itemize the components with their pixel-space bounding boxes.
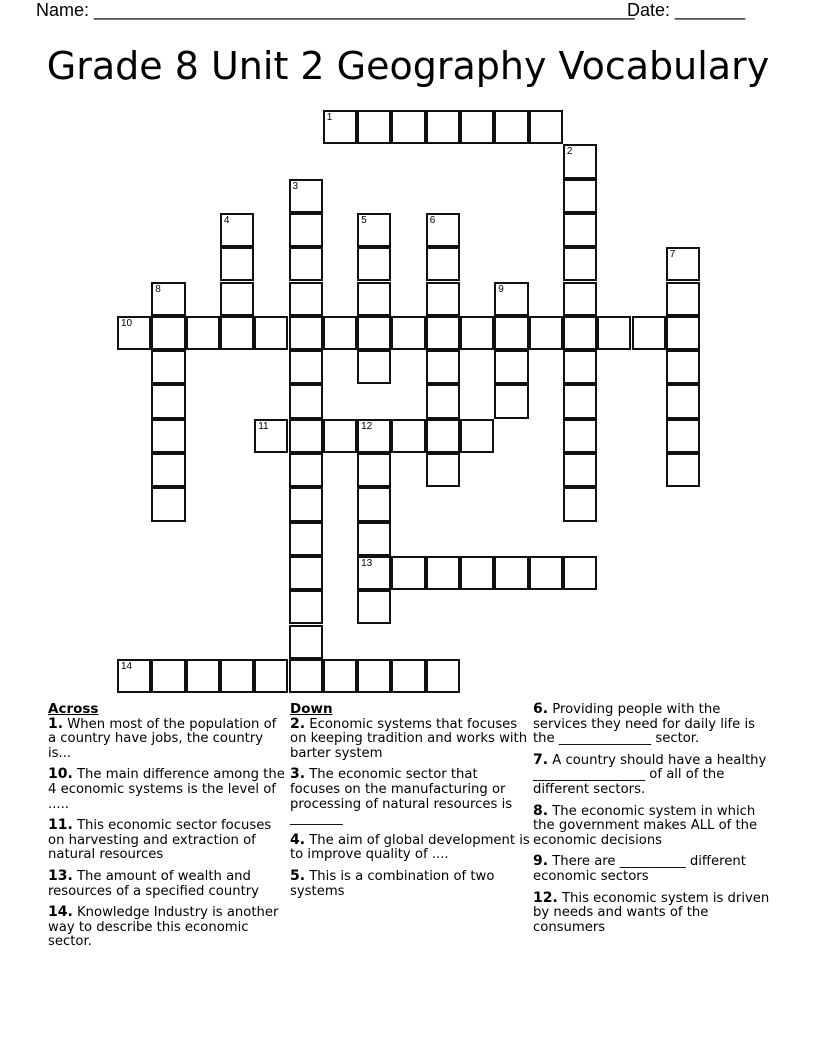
grid-cell[interactable] [494,384,528,418]
grid-cell[interactable] [289,625,323,659]
grid-cell[interactable] [151,487,185,521]
grid-cell[interactable] [220,282,254,316]
clue-number: 8 [155,283,161,295]
grid-cell[interactable] [357,350,391,384]
across-heading: Across [48,701,99,717]
grid-cell[interactable] [460,110,494,144]
grid-cell[interactable] [597,316,631,350]
grid-cell[interactable] [186,659,220,693]
grid-cell[interactable] [494,110,528,144]
clue-down [533,753,773,798]
grid-cell[interactable] [563,556,597,590]
clue-number: 11 [258,420,269,432]
clue-across [48,869,288,899]
grid-cell[interactable] [357,590,391,624]
grid-cell[interactable] [289,487,323,521]
grid-cell[interactable] [357,659,391,693]
grid-cell[interactable] [563,453,597,487]
grid-cell[interactable] [391,659,425,693]
grid-cell[interactable] [563,213,597,247]
clue-number: 10 [121,317,133,329]
grid-cell[interactable] [186,316,220,350]
grid-cell[interactable] [563,350,597,384]
grid-cell[interactable] [426,110,460,144]
clue-down [290,833,530,863]
clue-number: 6 [429,214,436,226]
clue-down [533,891,773,936]
grid-cell[interactable] [666,384,700,418]
grid-cell[interactable] [426,384,460,418]
grid-cell[interactable] [426,453,460,487]
clue-number: 13. [48,867,73,884]
grid-cell[interactable] [289,384,323,418]
grid-cell[interactable] [426,659,460,693]
grid-cell[interactable] [563,419,597,453]
grid-cell[interactable] [357,110,391,144]
clue-number: 5 [361,214,367,226]
grid-cell[interactable] [494,282,528,316]
grid-cell[interactable] [151,453,185,487]
grid-cell[interactable] [666,282,700,316]
grid-cell[interactable] [529,556,563,590]
clue-text: There are __________ different economic sectors [533,854,746,884]
clue-text: The economic sector that focuses on the manufacturing or processing of natural resources is ________ [290,767,513,827]
grid-cell[interactable] [117,316,151,350]
clue-text: The aim of global development is to improve quality of .... [290,832,530,863]
clue-across [48,818,288,863]
clue-down [290,767,530,826]
grid-cell[interactable] [666,453,700,487]
grid-cell[interactable] [323,316,357,350]
clue-text: This is a combination of two systems [290,868,495,899]
clue-number: 9. [533,853,549,870]
clue-number: 10. [48,766,73,783]
clue-number: 14. [48,904,73,921]
grid-cell[interactable] [357,419,391,453]
clue-text: This economic sector focuses on harvesting and extraction of natural resources [48,818,272,863]
clue-text: This economic system is driven by needs and wants of the consumers [533,890,770,935]
grid-cell[interactable] [426,247,460,281]
grid-cell[interactable] [289,419,323,453]
grid-cell[interactable] [289,213,323,247]
clue-down [533,804,773,849]
grid-cell[interactable] [426,282,460,316]
grid-cell[interactable] [563,247,597,281]
grid-cell[interactable] [220,659,254,693]
grid-cell[interactable] [151,350,185,384]
grid-cell[interactable] [563,144,597,178]
clue-across [48,767,288,812]
grid-cell[interactable] [323,659,357,693]
grid-cell[interactable] [151,282,185,316]
grid-cell[interactable] [289,522,323,556]
grid-cell[interactable] [357,487,391,521]
clue-number: 8. [533,802,549,819]
clue-down [290,869,530,899]
grid-cell[interactable] [494,350,528,384]
grid-cell[interactable] [289,316,323,350]
grid-cell[interactable] [117,659,151,693]
grid-cell[interactable] [254,419,288,453]
grid-cell[interactable] [357,453,391,487]
grid-cell[interactable] [289,659,323,693]
clue-text: A country should have a healthy _________________ of all of the different sectors. [533,752,767,797]
grid-cell[interactable] [289,556,323,590]
clue-number: 14 [121,660,133,672]
down-clues [290,702,530,905]
grid-cell[interactable] [357,247,391,281]
clue-number: 7 [669,249,676,261]
grid-cell[interactable] [563,316,597,350]
grid-cell[interactable] [529,316,563,350]
grid-cell[interactable] [357,316,391,350]
grid-cell[interactable] [289,179,323,213]
grid-cell[interactable] [289,247,323,281]
clue-number: 2. [290,715,306,732]
clue-across [48,905,288,950]
grid-cell[interactable] [666,247,700,281]
grid-cell[interactable] [460,316,494,350]
name-field-label: Name: ______________________________________________________ [36,0,635,20]
grid-cell[interactable] [460,556,494,590]
grid-cell[interactable] [357,522,391,556]
clue-number: 12 [361,420,373,432]
grid-cell[interactable] [254,316,288,350]
clue-across [48,717,288,762]
clue-number: 7. [533,751,549,768]
grid-cell[interactable] [254,659,288,693]
grid-cell[interactable] [391,419,425,453]
clue-number: 3. [290,766,306,783]
grid-cell[interactable] [323,110,357,144]
clue-text: The amount of wealth and resources of a specified country [48,868,259,899]
clue-number: 11. [48,817,73,834]
clue-number: 6. [533,701,549,717]
clue-down [290,717,530,762]
clue-number: 1. [48,715,64,732]
grid-cell[interactable] [563,179,597,213]
clue-number: 5. [290,867,306,884]
clue-text: When most of the population of a country have jobs, the country is... [48,716,277,761]
grid-cell[interactable] [289,590,323,624]
clue-down [533,854,773,884]
grid-cell[interactable] [494,316,528,350]
grid-cell[interactable] [632,316,666,350]
grid-cell[interactable] [426,419,460,453]
grid-cell[interactable] [357,213,391,247]
clue-down [533,702,773,747]
grid-cell[interactable] [289,282,323,316]
grid-cell[interactable] [391,556,425,590]
across-clues [48,702,288,956]
grid-cell[interactable] [426,350,460,384]
grid-cell[interactable] [460,419,494,453]
grid-cell[interactable] [357,556,391,590]
clue-number: 4. [290,831,306,848]
grid-cell[interactable] [426,213,460,247]
date-field-label: Date: _______ [627,0,746,20]
grid-cell[interactable] [666,350,700,384]
clue-text: The economic system in which the government makes ALL of the economic decisions [533,803,758,848]
grid-cell[interactable] [529,110,563,144]
down-heading: Down [290,701,333,717]
clue-number: 12. [533,889,558,906]
grid-cell[interactable] [494,556,528,590]
grid-cell[interactable] [151,419,185,453]
down-clues-continued [533,702,773,941]
clue-text: Providing people with the services they need for daily life is the ______________ sector. [533,702,755,747]
grid-cell[interactable] [220,247,254,281]
grid-cell[interactable] [151,316,185,350]
grid-cell[interactable] [563,487,597,521]
clue-text: Knowledge Industry is another way to describe this economic sector. [48,905,279,950]
grid-cell[interactable] [666,419,700,453]
grid-cell[interactable] [151,659,185,693]
clue-number: 3 [292,180,299,192]
grid-cell[interactable] [563,384,597,418]
grid-cell[interactable] [151,384,185,418]
grid-cell[interactable] [563,282,597,316]
grid-cell[interactable] [426,556,460,590]
clue-text: Economic systems that focuses on keeping tradition and works with barter system [290,716,528,761]
grid-cell[interactable] [220,213,254,247]
grid-cell[interactable] [220,316,254,350]
grid-cell[interactable] [323,419,357,453]
grid-cell[interactable] [391,110,425,144]
clue-number: 2 [566,146,573,158]
grid-cell[interactable] [426,316,460,350]
grid-cell[interactable] [289,350,323,384]
clue-number: 9 [498,283,504,295]
clue-number: 1 [326,112,333,123]
grid-cell[interactable] [391,316,425,350]
grid-cell[interactable] [357,282,391,316]
clue-number: 4 [223,214,230,226]
clue-number: 13 [361,557,373,569]
clue-text: The main difference among the 4 economic systems is the level of ..... [48,767,285,812]
grid-cell[interactable] [289,453,323,487]
grid-cell[interactable] [666,316,700,350]
page-title: Grade 8 Unit 2 Geography Vocabulary [46,44,770,88]
